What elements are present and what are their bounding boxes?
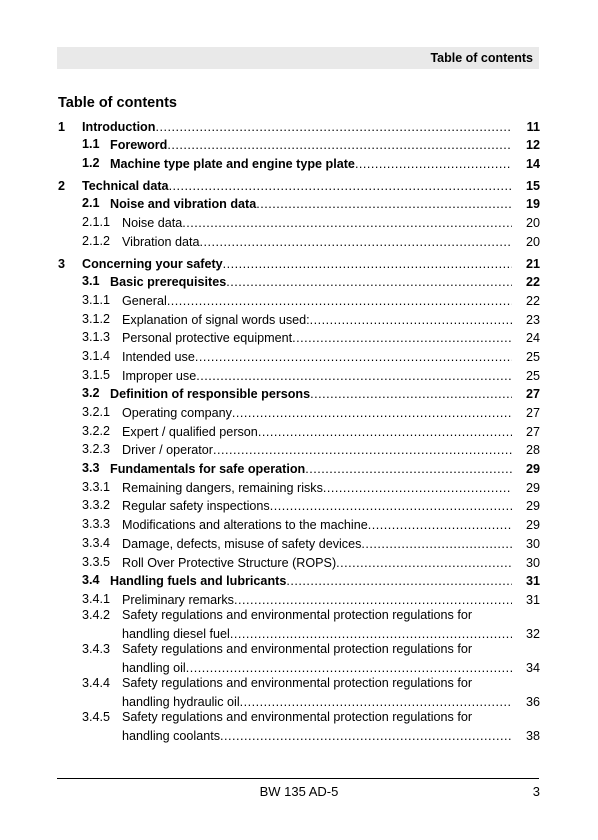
toc-entry-page: 21 — [525, 256, 540, 271]
dot-leader — [336, 556, 512, 571]
toc-entry-title: Technical data — [82, 178, 169, 193]
dot-leader — [234, 593, 512, 608]
toc-entry[interactable] — [58, 642, 540, 676]
dot-leader — [361, 537, 512, 552]
toc-entry-number: 3.1.1 — [82, 292, 111, 307]
dot-leader — [220, 729, 512, 744]
toc-entry[interactable] — [58, 421, 540, 440]
toc-entry[interactable] — [58, 676, 540, 710]
dot-leader — [167, 138, 512, 153]
toc-entry-title-continued: handling diesel fuel — [122, 626, 230, 641]
toc-entry-title: Definition of responsible persons — [110, 387, 311, 402]
toc-entry-page: 32 — [525, 626, 540, 641]
toc-entry-page: 22 — [525, 275, 540, 290]
toc-entry-page: 23 — [525, 312, 540, 327]
dot-leader — [292, 331, 512, 346]
toc-entry-number: 2 — [58, 178, 66, 193]
toc-entry[interactable] — [58, 384, 540, 403]
toc-entry-title: Fundamentals for safe operation — [110, 462, 306, 477]
toc-entry-page: 25 — [525, 368, 540, 383]
toc-entry-number: 3.1.2 — [82, 311, 111, 326]
toc-entry-title: Roll Over Protective Structure (ROPS) — [122, 555, 337, 570]
toc-entry-page: 25 — [525, 349, 540, 364]
toc-entry-number: 3.4.1 — [82, 591, 111, 606]
toc-entry-page: 28 — [525, 443, 540, 458]
toc-entry-number: 1 — [58, 119, 66, 134]
toc-entry[interactable] — [58, 231, 540, 250]
toc-entry-number: 3.2.2 — [82, 423, 111, 438]
footer-page-number: 3 — [532, 784, 540, 799]
toc-entry[interactable] — [58, 440, 540, 459]
toc-entry[interactable] — [58, 589, 540, 608]
toc-entry[interactable] — [58, 365, 540, 384]
toc-entry-page: 30 — [525, 555, 540, 570]
toc-entry[interactable] — [58, 212, 540, 231]
toc-entry[interactable] — [58, 496, 540, 515]
toc-entry-page: 12 — [525, 138, 540, 153]
toc-entry-page: 30 — [525, 536, 540, 551]
toc-entry-page: 36 — [525, 694, 540, 709]
toc-entry-number: 3.3.2 — [82, 498, 111, 513]
toc-entry[interactable] — [58, 253, 540, 272]
dot-leader — [310, 387, 512, 402]
toc-entry-number: 2.1.2 — [82, 233, 111, 248]
dot-leader — [200, 235, 513, 250]
toc-entry[interactable] — [58, 533, 540, 552]
toc-entry-title-continued: handling hydraulic oil — [122, 694, 240, 709]
toc-entry-title: Foreword — [110, 138, 168, 153]
dot-leader — [195, 350, 512, 365]
toc-entry-title: Noise data — [122, 216, 183, 231]
toc-entry-number: 3.3.3 — [82, 517, 111, 532]
toc-entry[interactable] — [58, 346, 540, 365]
dot-leader — [305, 462, 512, 477]
dot-leader — [213, 443, 512, 458]
toc-entry-title: Operating company — [122, 406, 232, 420]
toc-entry-number: 3.1.5 — [82, 367, 111, 382]
toc-entry-number: 3.2.1 — [82, 405, 111, 419]
toc-entry-number: 3.4 — [82, 573, 100, 588]
dot-leader — [355, 157, 512, 172]
toc-entry-number: 3.4.2 — [82, 607, 111, 622]
dot-leader — [155, 120, 512, 135]
dot-leader — [240, 695, 512, 710]
toc-entry-number: 3 — [58, 256, 66, 271]
toc-entry-title: Modifications and alterations to the machine — [122, 518, 368, 533]
toc-entry-title: Safety regulations and environmental protection regulations for — [122, 675, 473, 690]
toc-entry-number: 2.1 — [82, 196, 100, 211]
toc-entry[interactable] — [58, 458, 540, 477]
toc-entry[interactable] — [58, 552, 540, 571]
toc-entry-title: Safety regulations and environmental protection regulations for — [122, 641, 473, 656]
toc-entry-page: 31 — [525, 574, 540, 589]
toc-entry-title: Regular safety inspections — [122, 499, 270, 514]
toc-entry-number: 3.4.3 — [82, 641, 111, 656]
dot-leader — [223, 257, 512, 272]
dot-leader — [323, 481, 512, 496]
toc-entry[interactable] — [58, 272, 540, 291]
toc-entry[interactable] — [58, 477, 540, 496]
toc-entry-title: Concerning your safety — [82, 256, 223, 271]
toc-entry-page: 38 — [525, 728, 540, 743]
toc-entry-title: Explanation of signal words used: — [122, 312, 310, 327]
toc-entry-number: 3.1.4 — [82, 348, 111, 363]
toc-entry-title: Driver / operator — [122, 443, 213, 458]
toc-entry-title: Improper use — [122, 368, 197, 383]
toc-entry-page: 14 — [525, 157, 540, 172]
footer-divider — [57, 778, 539, 779]
toc-entry-title: Basic prerequisites — [110, 275, 227, 290]
toc-entry-number: 3.4.5 — [82, 709, 111, 724]
toc-entry-title: Safety regulations and environmental protection regulations for — [122, 607, 473, 622]
toc-entry[interactable] — [58, 290, 540, 309]
toc-entry-number: 2.1.1 — [82, 215, 111, 230]
toc-entry-title: Vibration data — [122, 234, 200, 249]
header-title: Table of contents — [430, 51, 533, 65]
toc-entry-page: 29 — [525, 518, 540, 533]
toc-entry[interactable] — [58, 710, 540, 744]
dot-leader — [286, 574, 512, 589]
toc-entry-number: 3.3.4 — [82, 535, 111, 550]
toc-entry[interactable] — [58, 309, 540, 328]
toc-entry-page: 34 — [525, 660, 540, 675]
dot-leader — [182, 216, 512, 231]
toc-entry[interactable] — [58, 402, 540, 421]
toc-entry-number: 3.2 — [82, 386, 100, 401]
toc-entry-page: 31 — [525, 592, 540, 607]
dot-leader — [196, 369, 512, 384]
toc-entry-page: 24 — [525, 331, 540, 346]
toc-entry[interactable] — [58, 514, 540, 533]
dot-leader — [310, 313, 512, 328]
toc-entry-number: 3.1 — [82, 274, 100, 289]
footer-model: BW 135 AD-5 — [259, 784, 339, 799]
toc-entry-title: Damage, defects, misuse of safety devices — [122, 536, 362, 551]
toc-entry-number: 3.3.5 — [82, 554, 111, 569]
toc-entry-title: Machine type plate and engine type plate — [110, 157, 355, 172]
toc-entry-page: 15 — [525, 178, 540, 193]
toc-entry-title-continued: handling coolants — [122, 728, 221, 743]
toc-entry-number: 1.2 — [82, 156, 100, 171]
toc-entry[interactable] — [58, 175, 540, 194]
toc-entry[interactable] — [58, 116, 540, 135]
toc-entry-page: 29 — [525, 480, 540, 495]
toc-entry[interactable] — [58, 194, 540, 213]
header-bar — [57, 47, 539, 69]
toc-entry-page: 20 — [525, 234, 540, 249]
toc-entry-title: Safety regulations and environmental protection regulations for — [122, 709, 473, 724]
toc-entry-page: 27 — [525, 424, 540, 439]
toc-entry-title: Noise and vibration data — [110, 197, 257, 212]
toc-entry-title: Intended use — [122, 349, 195, 364]
toc-entry[interactable] — [58, 135, 540, 154]
dot-leader — [232, 406, 512, 421]
dot-leader — [169, 179, 512, 194]
toc-entry-title-continued: handling oil — [122, 660, 186, 675]
toc-entry-title: Personal protective equipment — [122, 331, 293, 346]
toc-entry-title: General — [122, 293, 167, 308]
toc-list — [58, 116, 540, 744]
toc-entry-number: 3.1.3 — [82, 330, 111, 345]
dot-leader — [186, 661, 512, 676]
toc-entry-page: 19 — [525, 197, 540, 212]
toc-entry-page: 11 — [526, 119, 540, 134]
toc-entry[interactable] — [58, 153, 540, 172]
toc-heading: Table of contents — [58, 95, 177, 111]
dot-leader — [368, 518, 512, 533]
toc-entry-page: 29 — [525, 499, 540, 514]
toc-entry-number: 3.4.4 — [82, 675, 111, 690]
toc-entry[interactable] — [58, 571, 540, 590]
toc-entry-title: Remaining dangers, remaining risks — [122, 480, 323, 495]
dot-leader — [270, 499, 512, 514]
toc-entry-number: 3.2.3 — [82, 442, 111, 457]
toc-entry[interactable] — [58, 328, 540, 347]
toc-entry-title: Introduction — [82, 119, 156, 134]
dot-leader — [230, 627, 512, 642]
toc-entry-number: 3.3 — [82, 461, 100, 476]
toc-entry-page: 22 — [525, 293, 540, 308]
dot-leader — [256, 197, 512, 212]
toc-entry-page: 20 — [525, 216, 540, 231]
toc-entry-page: 27 — [525, 406, 540, 420]
dot-leader — [258, 425, 512, 440]
toc-entry-page: 27 — [525, 387, 540, 402]
toc-entry-title: Preliminary remarks — [122, 592, 234, 607]
toc-entry-title: Expert / qualified person — [122, 424, 258, 439]
toc-entry-title: Handling fuels and lubricants — [110, 574, 287, 589]
toc-entry-number: 3.3.1 — [82, 479, 111, 494]
dot-leader — [167, 294, 512, 309]
toc-entry-number: 1.1 — [82, 137, 100, 152]
toc-entry[interactable] — [58, 608, 540, 642]
dot-leader — [226, 275, 512, 290]
toc-entry-page: 29 — [525, 462, 540, 477]
